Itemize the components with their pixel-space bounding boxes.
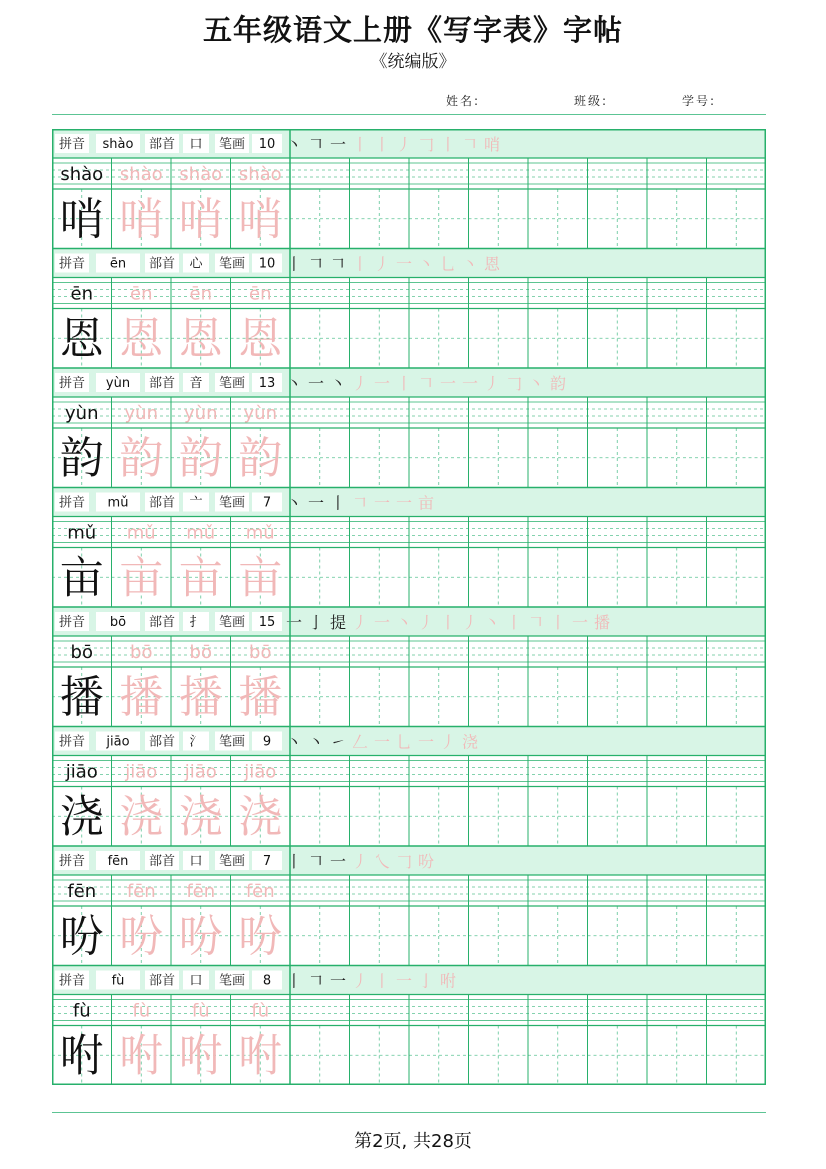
character-block [52, 249, 766, 369]
character-trace: 恩 [178, 313, 223, 365]
strokes-label: 笔画 [218, 137, 246, 152]
stroke-order-glyph: 一 [285, 613, 303, 632]
stroke-order-glyph: 丿 [417, 613, 435, 632]
pinyin-label: 拼音 [58, 495, 86, 511]
character-block [52, 368, 766, 488]
pinyin-label: 拼音 [58, 256, 86, 272]
pinyin-model: ēn [70, 283, 93, 305]
stroke-order-glyph: 一 [571, 613, 589, 632]
stroke-order-glyph: 丶 [483, 613, 501, 632]
strokes-value: 10 [258, 256, 276, 272]
stroke-order-glyph: ㇀ [329, 732, 347, 752]
stroke-order-glyph: 吩 [417, 852, 435, 871]
stroke-order-glyph: 丨 [549, 613, 567, 632]
character-trace: 播 [119, 672, 164, 723]
strokes-value: 7 [262, 495, 272, 511]
pinyin-model: shào [60, 164, 104, 185]
strokes-label: 笔画 [218, 854, 246, 869]
page-subtitle: 《统编版》 [370, 52, 456, 72]
stroke-order-glyph: 丿 [351, 971, 369, 991]
pinyin-trace: fù [132, 1000, 151, 1022]
pinyin-value: fù [111, 973, 125, 989]
stroke-order-glyph: 丶 [307, 732, 325, 752]
radical-label: 部首 [148, 615, 176, 630]
character-trace: 哨 [238, 194, 283, 245]
stroke-order-glyph: 哨 [483, 135, 501, 154]
character-model: 亩 [59, 552, 104, 604]
character-block [52, 846, 766, 966]
stroke-order-glyph: 乚 [439, 254, 457, 274]
radical-value: 音 [189, 376, 203, 391]
pinyin-trace: jiāo [125, 761, 158, 783]
stroke-order-glyph: 丨 [505, 613, 523, 632]
stroke-order-glyph: 𠃍 [329, 254, 347, 274]
stroke-order-glyph: 𠃍 [307, 852, 325, 871]
stroke-order-glyph: 丿 [373, 254, 391, 274]
pinyin-label: 拼音 [58, 615, 86, 630]
character-trace: 恩 [119, 313, 164, 365]
stroke-order-glyph: 一 [329, 971, 347, 991]
stroke-order-glyph: 丨 [285, 852, 303, 871]
stroke-order-glyph: 丿 [351, 852, 369, 871]
stroke-order-glyph: 丶 [329, 374, 347, 393]
strokes-label: 笔画 [218, 973, 246, 989]
stroke-order-glyph: 丶 [285, 732, 303, 752]
stroke-order-glyph: 丶 [527, 374, 545, 393]
stroke-order-glyph: 𠃍 [417, 374, 435, 393]
stroke-order-glyph: 一 [395, 493, 413, 513]
stroke-order-glyph: 𠃍 [307, 254, 325, 274]
stroke-order-glyph: 丶 [417, 254, 435, 274]
stroke-order-glyph: 播 [593, 613, 611, 632]
pinyin-trace: mǔ [245, 522, 275, 544]
stroke-order-glyph: 亅 [417, 971, 435, 991]
stroke-order-glyph: 一 [439, 374, 457, 393]
pinyin-value: ēn [109, 256, 127, 272]
radical-label: 部首 [148, 376, 176, 391]
pinyin-trace: ēn [130, 283, 153, 305]
radical-value: 亠 [189, 495, 203, 511]
radical-value: 口 [189, 973, 203, 989]
stroke-order-glyph: 丨 [329, 493, 347, 513]
stroke-order-glyph: 𠃌 [505, 374, 523, 393]
stroke-order-glyph: 一 [395, 254, 413, 274]
pinyin-trace: fēn [126, 881, 156, 902]
stroke-order-glyph: 乀 [373, 852, 391, 871]
character-model: 韵 [59, 433, 104, 484]
character-trace: 吩 [119, 911, 164, 962]
strokes-label: 笔画 [218, 615, 246, 630]
pinyin-trace: shào [119, 164, 163, 185]
stroke-order-glyph: 亅 [307, 613, 325, 632]
stroke-order-glyph: 丨 [351, 135, 369, 154]
pinyin-label: 拼音 [58, 973, 86, 989]
stroke-order-glyph: 咐 [439, 971, 457, 991]
pinyin-model: fù [72, 1000, 91, 1022]
pinyin-trace: yùn [243, 403, 277, 424]
radical-value: 心 [189, 256, 203, 272]
pinyin-trace: bō [189, 642, 212, 663]
pinyin-value: jiāo [106, 734, 130, 750]
radical-label: 部首 [148, 854, 176, 869]
stroke-order-glyph: 𠃍 [351, 493, 369, 513]
stroke-order-glyph: 亩 [417, 493, 435, 513]
stroke-order-glyph: 一 [395, 971, 413, 991]
character-trace: 哨 [178, 194, 223, 245]
stroke-order-glyph: 𠃌 [417, 135, 435, 154]
stroke-order-glyph: 一 [329, 852, 347, 871]
pinyin-model: jiāo [65, 761, 98, 783]
radical-value: 口 [189, 137, 203, 152]
character-model: 播 [59, 672, 104, 723]
character-trace: 浇 [119, 791, 164, 843]
pinyin-value: yùn [105, 376, 131, 391]
pinyin-label: 拼音 [58, 376, 86, 391]
stroke-order-glyph: 丨 [285, 971, 303, 991]
stroke-order-glyph: 丶 [285, 493, 303, 513]
stroke-order-glyph: 提 [329, 613, 347, 632]
pinyin-trace: bō [130, 642, 153, 663]
student-id-label: 学号: [682, 94, 717, 108]
stroke-order-glyph: 丨 [395, 374, 413, 393]
strokes-value: 10 [258, 137, 276, 152]
class-label: 班级: [574, 94, 609, 108]
pinyin-trace: mǔ [126, 522, 156, 544]
pinyin-trace: shào [179, 164, 223, 185]
pinyin-trace: jiāo [244, 761, 277, 783]
strokes-label: 笔画 [218, 376, 246, 391]
stroke-order-glyph: 丶 [285, 135, 303, 154]
stroke-order-glyph: 丶 [395, 613, 413, 632]
pinyin-value: mǔ [107, 495, 129, 511]
character-block [52, 607, 766, 727]
strokes-value: 8 [262, 973, 272, 989]
stroke-order-glyph: 𠃍 [461, 135, 479, 154]
character-trace: 吩 [178, 911, 223, 962]
character-model: 咐 [59, 1030, 104, 1082]
stroke-order-glyph: 𠃌 [395, 852, 413, 871]
strokes-value: 13 [258, 376, 276, 391]
character-block [52, 129, 766, 249]
radical-label: 部首 [148, 137, 176, 152]
strokes-label: 笔画 [218, 734, 246, 750]
pinyin-model: bō [70, 642, 93, 663]
pinyin-trace: shào [238, 164, 282, 185]
strokes-value: 9 [262, 734, 272, 750]
stroke-order-glyph: 丨 [373, 135, 391, 154]
practice-sheet [52, 129, 766, 1085]
header-divider [52, 114, 766, 115]
stroke-order-glyph: 一 [373, 732, 391, 752]
page-number: 第2页, 共28页 [354, 1131, 472, 1152]
radical-value: 氵 [189, 734, 203, 750]
practice-grid [52, 129, 766, 1085]
character-trace: 浇 [178, 791, 223, 843]
pinyin-value: shào [102, 137, 134, 152]
character-trace: 咐 [119, 1030, 164, 1082]
pinyin-trace: yùn [124, 403, 158, 424]
pinyin-value: fēn [107, 854, 129, 869]
character-trace: 亩 [178, 552, 223, 604]
pinyin-label: 拼音 [58, 854, 86, 869]
pinyin-trace: fēn [186, 881, 216, 902]
stroke-order-glyph: 丿 [351, 613, 369, 632]
stroke-order-glyph: 丿 [461, 613, 479, 632]
stroke-order-glyph: 丨 [439, 135, 457, 154]
name-label: 姓名: [446, 94, 481, 108]
character-trace: 咐 [178, 1030, 223, 1082]
stroke-order-glyph: 丨 [351, 254, 369, 274]
pinyin-model: yùn [65, 403, 99, 424]
radical-label: 部首 [148, 973, 176, 989]
stroke-order-glyph: 一 [307, 493, 325, 513]
pinyin-trace: ēn [189, 283, 212, 305]
stroke-order-glyph: 一 [373, 374, 391, 393]
stroke-order-glyph: 丿 [351, 374, 369, 393]
character-trace: 播 [178, 672, 223, 723]
stroke-order-glyph: 丿 [439, 732, 457, 752]
stroke-order-glyph: 一 [373, 613, 391, 632]
character-model: 吩 [59, 911, 104, 962]
page-title: 五年级语文上册《写字表》字帖 [202, 13, 623, 47]
character-trace: 亩 [119, 552, 164, 604]
stroke-order-glyph: 𠃋 [351, 732, 369, 752]
character-block [52, 488, 766, 608]
stroke-order-glyph: 𠃍 [527, 613, 545, 632]
character-trace: 韵 [178, 433, 223, 484]
radical-label: 部首 [148, 734, 176, 750]
stroke-order-glyph: 丿 [483, 374, 501, 393]
character-trace: 韵 [119, 433, 164, 484]
radical-label: 部首 [148, 256, 176, 272]
pinyin-value: bō [109, 615, 127, 630]
stroke-order-glyph: 丨 [285, 254, 303, 274]
character-trace: 亩 [238, 552, 283, 604]
stroke-order-glyph: 丨 [373, 971, 391, 991]
stroke-order-glyph: 𠃍 [307, 971, 325, 991]
character-model: 浇 [59, 791, 104, 843]
stroke-order-glyph: 丶 [461, 254, 479, 274]
stroke-order-glyph: 一 [461, 374, 479, 393]
character-trace: 浇 [238, 791, 283, 843]
stroke-order-glyph: 丿 [395, 135, 413, 154]
pinyin-trace: fēn [245, 881, 275, 902]
pinyin-model: fēn [67, 881, 97, 902]
pinyin-trace: yùn [184, 403, 218, 424]
strokes-label: 笔画 [218, 495, 246, 511]
stroke-order-glyph: 一 [417, 732, 435, 752]
stroke-order-glyph: 𠃍 [307, 135, 325, 154]
pinyin-trace: mǔ [186, 522, 216, 544]
pinyin-label: 拼音 [58, 137, 86, 152]
character-model: 恩 [59, 313, 104, 365]
stroke-order-glyph: 韵 [549, 374, 567, 393]
character-block [52, 727, 766, 847]
character-model: 哨 [59, 194, 104, 245]
radical-value: 口 [189, 854, 203, 869]
stroke-order-glyph: 一 [373, 493, 391, 513]
stroke-order-glyph: 丶 [285, 374, 303, 393]
character-trace: 播 [238, 672, 283, 723]
pinyin-trace: fù [251, 1000, 270, 1022]
stroke-order-glyph: 乚 [395, 732, 413, 752]
pinyin-label: 拼音 [58, 734, 86, 750]
character-trace: 韵 [238, 433, 283, 484]
strokes-value: 7 [262, 854, 272, 869]
stroke-order-glyph: 一 [307, 374, 325, 393]
pinyin-trace: ēn [249, 283, 272, 305]
pinyin-trace: bō [249, 642, 272, 663]
stroke-order-glyph: 恩 [483, 254, 501, 274]
pinyin-model: mǔ [67, 522, 97, 544]
radical-label: 部首 [148, 495, 176, 511]
stroke-order-glyph: 丨 [439, 613, 457, 632]
stroke-order-glyph: 浇 [461, 732, 479, 752]
strokes-label: 笔画 [218, 256, 246, 272]
footer-divider [52, 1112, 766, 1113]
character-trace: 恩 [238, 313, 283, 365]
pinyin-trace: fù [191, 1000, 210, 1022]
strokes-value: 15 [258, 615, 276, 630]
character-trace: 哨 [119, 194, 164, 245]
character-trace: 咐 [238, 1030, 283, 1082]
character-trace: 吩 [238, 911, 283, 962]
radical-value: 扌 [189, 615, 203, 630]
pinyin-trace: jiāo [184, 761, 217, 783]
stroke-order-glyph: 一 [329, 135, 347, 154]
character-block [52, 966, 766, 1086]
